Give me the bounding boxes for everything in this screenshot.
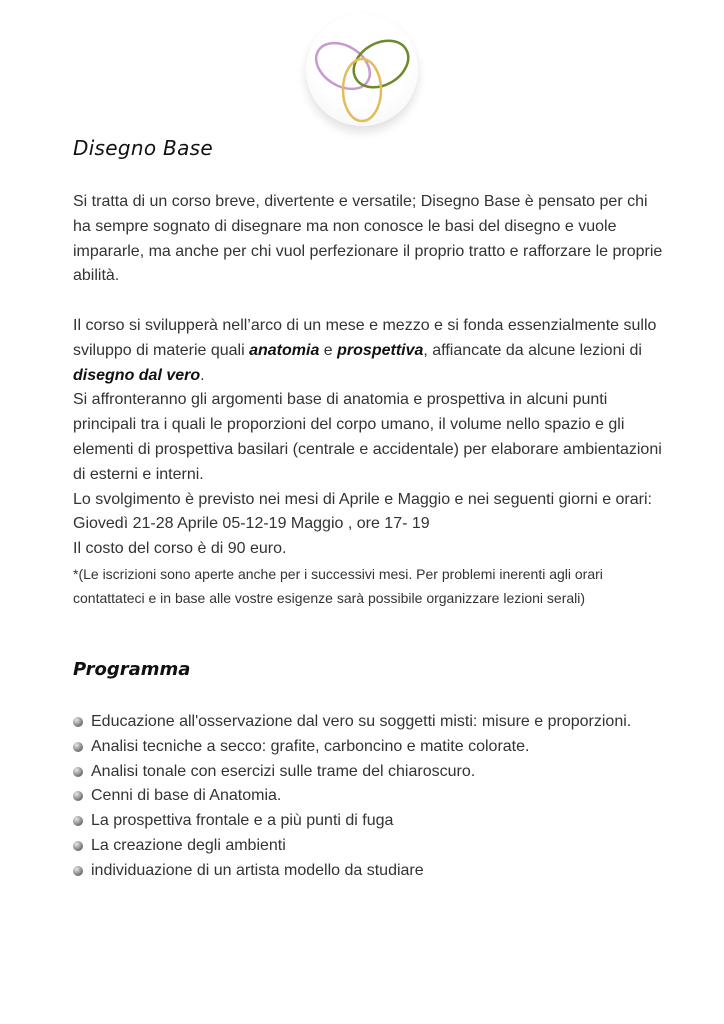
details-text: e — [319, 341, 338, 359]
list-item-text: Educazione all'osservazione dal vero su soggetti misti: misure e proporzioni. — [91, 713, 632, 730]
list-item-text: La prospettiva frontale e a più punti di fuga — [91, 812, 394, 830]
bullet-icon — [73, 816, 83, 826]
schedule-text: Giovedì 21-28 Aprile 05-12-19 Maggio , ore 17- 19 — [73, 515, 430, 533]
program-list — [73, 710, 673, 884]
list-item — [73, 760, 673, 785]
list-item-text: Cenni di base di Anatomia. — [91, 787, 282, 805]
program-heading: Programma — [73, 659, 191, 680]
bullet-icon — [73, 717, 83, 727]
bullet-icon — [73, 767, 83, 777]
anatomia-emphasis: anatomia — [249, 341, 320, 359]
details-paragraph-1 — [73, 314, 663, 388]
details-paragraph-3: Lo svolgimento è previsto nei mesi di Aprile e Maggio e nei seguenti giorni e orari: — [73, 490, 652, 508]
bullet-icon — [73, 791, 83, 801]
page-title: Disegno Base — [73, 136, 213, 160]
disegno-dal-vero-emphasis: disegno dal vero — [73, 366, 201, 384]
bullet-icon — [73, 742, 83, 752]
three-rings-logo-icon — [306, 14, 418, 126]
list-item-text: Analisi tecniche a secco: grafite, carboncino e matite colorate. — [91, 737, 530, 755]
prospettiva-emphasis: prospettiva — [337, 341, 424, 359]
list-item — [73, 809, 673, 834]
list-item-text: Analisi tonale con esercizi sulle trame del chiaroscuro. — [91, 762, 476, 780]
list-item — [73, 784, 673, 809]
bullet-icon — [73, 866, 83, 876]
list-item-text: La creazione degli ambienti — [91, 836, 286, 854]
price-text: Il costo del corso è di 90 euro. — [73, 540, 287, 558]
details-text: , affiancate da alcune lezioni di — [423, 341, 642, 359]
intro-paragraph — [73, 190, 663, 289]
intro-text: Si tratta di un corso breve, divertente e versatile; Disegno Base è pensato per chi ha sempre sognato di disegnare ma non conosce le basi del disegno e vuole impararle, ma anche per chi vuol perfezionare il proprio tratto e rafforzare le proprie abilità. — [73, 193, 663, 285]
enrollment-note: *(Le iscrizioni sono aperte anche per i successivi mesi. Per problemi inerenti agli orari contattateci e in base alle vostre esigenze sarà possibile organizzare lezioni serali) — [73, 565, 603, 606]
list-item — [73, 735, 673, 760]
list-item — [73, 710, 673, 735]
details-text: . — [200, 366, 205, 384]
details-paragraph-2: Si affronteranno gli argomenti base di anatomia e prospettiva in alcuni punti principali tra i quali le proporzioni del corpo umano, il volume nello spazio e gli elementi di prospettiva basilari (centrale e accidentale) per elaborare ambientazioni di esterni e interni. — [73, 391, 662, 483]
list-item-text: individuazione di un artista modello da studiare — [91, 861, 424, 879]
list-item — [73, 859, 673, 884]
bullet-icon — [73, 841, 83, 851]
logo — [306, 14, 418, 126]
details-text: Il corso si svilupperà nell’arco di un mese e mezzo e si fonda essenzialmente sullo sviluppo di materie quali — [73, 317, 657, 359]
course-details — [73, 314, 663, 610]
list-item — [73, 834, 673, 859]
